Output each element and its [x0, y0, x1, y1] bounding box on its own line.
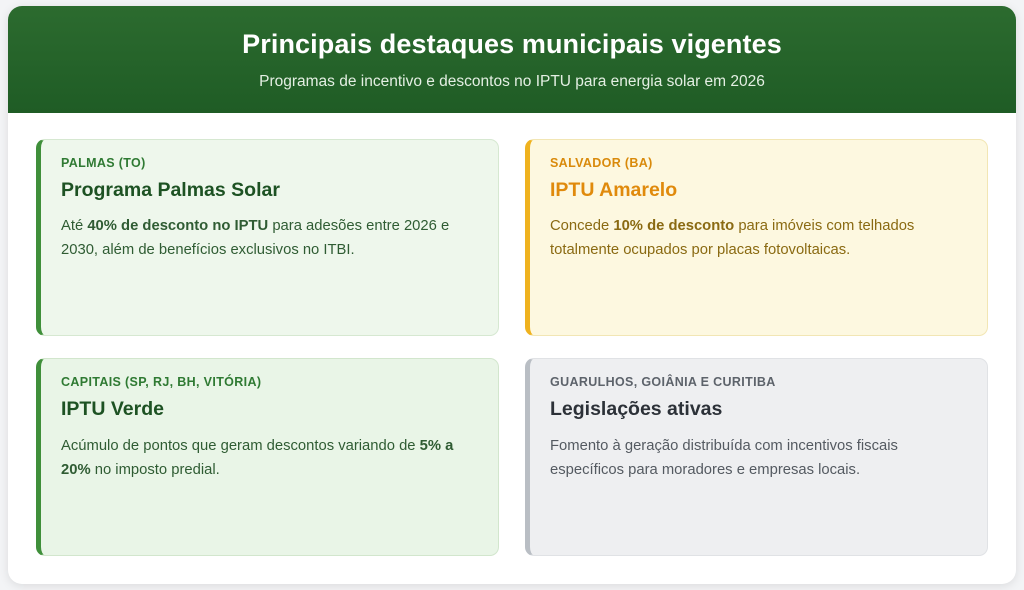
- content-card: [8, 6, 1016, 584]
- highlight-eyebrow: CAPITAIS (SP, RJ, BH, VITÓRIA): [61, 375, 262, 390]
- highlight-body: Até 40% de desconto no IPTU para adesões entre 2026 e 2030, além de benefícios exclusivos no ITBI.: [61, 217, 450, 259]
- page-subtitle: Programas de incentivo e descontos no IPTU para energia solar em 2026: [259, 73, 765, 91]
- highlight-card-guarulhos: [525, 358, 988, 556]
- page-header: [8, 6, 1016, 113]
- highlight-card-palmas: [36, 139, 499, 337]
- highlight-eyebrow: PALMAS (TO): [61, 155, 146, 170]
- highlight-title: IPTU Verde: [61, 398, 164, 421]
- highlight-eyebrow: SALVADOR (BA): [550, 155, 653, 170]
- highlight-title: Legislações ativas: [550, 398, 723, 421]
- highlight-card-salvador: [525, 139, 988, 337]
- page-title: Principais destaques municipais vigentes: [242, 29, 782, 59]
- highlight-eyebrow: GUARULHOS, GOIÂNIA E CURITIBA: [550, 375, 776, 390]
- highlight-body: Concede 10% de desconto para imóveis com telhados totalmente ocupados por placas fotovoltaicas.: [550, 217, 915, 259]
- highlights-grid: [8, 113, 1016, 584]
- highlight-body: Fomento à geração distribuída com incentivos fiscais específicos para moradores e empresas locais.: [550, 437, 898, 479]
- highlight-title: Programa Palmas Solar: [61, 178, 280, 201]
- highlight-card-capitais: [36, 358, 499, 556]
- highlight-title: IPTU Amarelo: [550, 178, 678, 201]
- highlight-body: Acúmulo de pontos que geram descontos variando de 5% a 20% no imposto predial.: [61, 437, 454, 479]
